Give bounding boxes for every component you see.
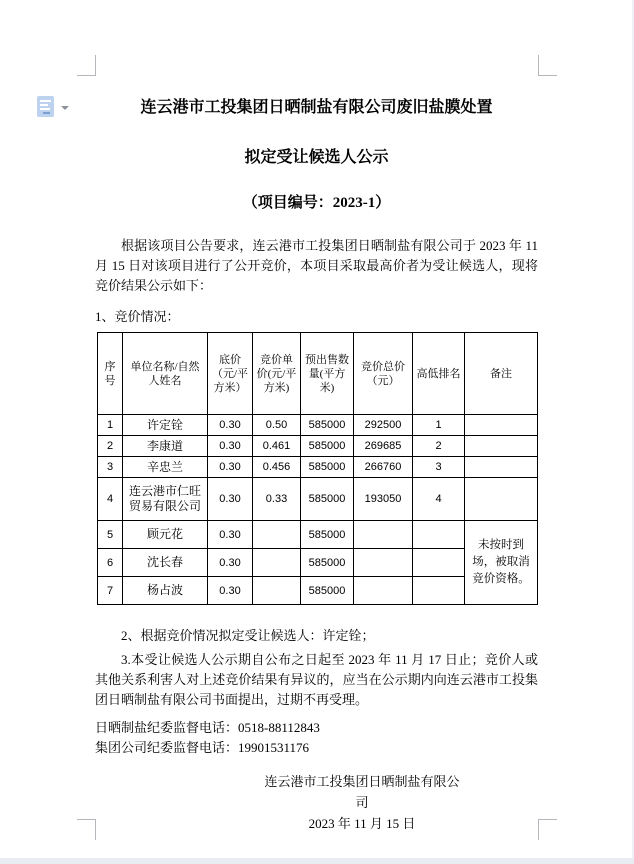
cell-bid-unit-price xyxy=(253,521,301,549)
cell-bid-unit-price xyxy=(253,549,301,577)
section2-text: 2、根据竞价情况拟定受让候选人：许定铨； xyxy=(121,628,375,643)
cell-base-price: 0.30 xyxy=(208,478,253,521)
cell-base-price: 0.30 xyxy=(208,457,253,478)
cell-base-price: 0.30 xyxy=(208,549,253,577)
cell-rank: 3 xyxy=(413,457,465,478)
cell-name: 许定铨 xyxy=(123,415,208,436)
cell-remark xyxy=(465,436,538,457)
project-number: （项目编号：2023-1） xyxy=(242,195,391,211)
cell-rank: 1 xyxy=(413,415,465,436)
text-boundary-mark-top-left xyxy=(77,55,96,76)
cell-rank xyxy=(413,577,465,605)
cell-bid-unit-price: 0.461 xyxy=(253,436,301,457)
cell-remark xyxy=(465,478,538,521)
cell-seq: 4 xyxy=(98,478,123,521)
col-header-quantity: 预出售数量(平方米) xyxy=(301,333,354,415)
supervision-phone-line1: 日晒制盐纪委监督电话：0518-88112843 xyxy=(95,720,320,735)
table-row xyxy=(98,436,538,457)
contact-lines xyxy=(95,718,538,758)
cell-remark xyxy=(465,457,538,478)
col-header-rank: 高低排名 xyxy=(413,333,465,415)
cell-quantity: 585000 xyxy=(301,577,354,605)
table-header-row xyxy=(98,333,538,415)
table-row xyxy=(98,457,538,478)
cell-quantity: 585000 xyxy=(301,457,354,478)
intro-paragraph: 根据该项目公告要求，连云港市工投集团日晒制盐有限公司于 2023 年 11 月 15 日对该项目进行了公开竞价，本项目采取最高价者为受让候选人，现将竞价结果公示如下： xyxy=(95,238,538,293)
cell-bid-unit-price xyxy=(253,577,301,605)
table-row xyxy=(98,521,538,549)
cell-rank: 4 xyxy=(413,478,465,521)
cell-total-price xyxy=(354,549,413,577)
col-header-seq: 序号 xyxy=(98,333,123,415)
signature-block xyxy=(261,771,463,834)
cell-merged-remark: 未按时到场，被取消竞价资格。 xyxy=(465,521,538,605)
cell-name: 顾元花 xyxy=(123,521,208,549)
document-title-line1: 连云港市工投集团日晒制盐有限公司废旧盐膜处置 xyxy=(140,99,493,116)
cell-seq: 5 xyxy=(98,521,123,549)
chevron-down-icon xyxy=(61,106,69,110)
supervision-phone-line2: 集团公司纪委监督电话：19901531176 xyxy=(95,740,310,755)
signature-company: 连云港市工投集团日晒制盐有限公司 xyxy=(264,774,460,810)
table-row xyxy=(98,415,538,436)
document-title-line2: 拟定受让候选人公示 xyxy=(244,149,389,166)
cell-seq: 6 xyxy=(98,549,123,577)
text-boundary-mark-bottom-right xyxy=(538,819,557,840)
col-header-total-price: 竞价总价（元） xyxy=(354,333,413,415)
cell-rank xyxy=(413,521,465,549)
section1-heading: 1、竞价情况： xyxy=(95,309,180,324)
cell-total-price: 269685 xyxy=(354,436,413,457)
cell-base-price: 0.30 xyxy=(208,415,253,436)
cell-total-price xyxy=(354,521,413,549)
cell-name: 连云港市仁旺贸易有限公司 xyxy=(123,478,208,521)
signature-date: 2023 年 11 月 15 日 xyxy=(308,816,416,831)
cell-remark xyxy=(465,415,538,436)
cell-rank xyxy=(413,549,465,577)
text-boundary-mark-bottom-left xyxy=(77,819,96,840)
col-header-base-price: 底价（元/平方米） xyxy=(208,333,253,415)
cell-bid-unit-price: 0.456 xyxy=(253,457,301,478)
paste-options-button[interactable] xyxy=(37,96,75,122)
cell-quantity: 585000 xyxy=(301,521,354,549)
cell-quantity: 585000 xyxy=(301,549,354,577)
cell-total-price xyxy=(354,577,413,605)
cell-name: 沈长春 xyxy=(123,549,208,577)
cell-base-price: 0.30 xyxy=(208,577,253,605)
cell-seq: 2 xyxy=(98,436,123,457)
cell-seq: 7 xyxy=(98,577,123,605)
col-header-bid-unit-price: 竞价单价(元/平方米) xyxy=(253,333,301,415)
cell-quantity: 585000 xyxy=(301,415,354,436)
table-row xyxy=(98,478,538,521)
cell-seq: 3 xyxy=(98,457,123,478)
text-boundary-mark-top-right xyxy=(538,55,557,76)
bid-results-table xyxy=(97,332,538,605)
col-header-remark: 备注 xyxy=(465,333,538,415)
cell-name: 杨占波 xyxy=(123,577,208,605)
cell-base-price: 0.30 xyxy=(208,436,253,457)
cell-base-price: 0.30 xyxy=(208,521,253,549)
cell-name: 李康道 xyxy=(123,436,208,457)
cell-total-price: 193050 xyxy=(354,478,413,521)
cell-bid-unit-price: 0.50 xyxy=(253,415,301,436)
section3-text: 3.本受让候选人公示期自公布之日起至 2023 年 11 月 17 日止；竞价人或其他关系利害人对上述竞价结果有异议的，应当在公示期内向连云港市工投集团日晒制盐有限公司书面提出，过期不再受理。 xyxy=(95,652,538,707)
window-edge-bottom xyxy=(0,858,634,864)
col-header-name: 单位名称/自然人姓名 xyxy=(123,333,208,415)
cell-total-price: 266760 xyxy=(354,457,413,478)
document-content xyxy=(95,75,538,834)
cell-name: 辛忠兰 xyxy=(123,457,208,478)
cell-quantity: 585000 xyxy=(301,478,354,521)
clipboard-paste-icon xyxy=(37,96,54,117)
cell-total-price: 292500 xyxy=(354,415,413,436)
cell-seq: 1 xyxy=(98,415,123,436)
cell-rank: 2 xyxy=(413,436,465,457)
cell-quantity: 585000 xyxy=(301,436,354,457)
cell-bid-unit-price: 0.33 xyxy=(253,478,301,521)
